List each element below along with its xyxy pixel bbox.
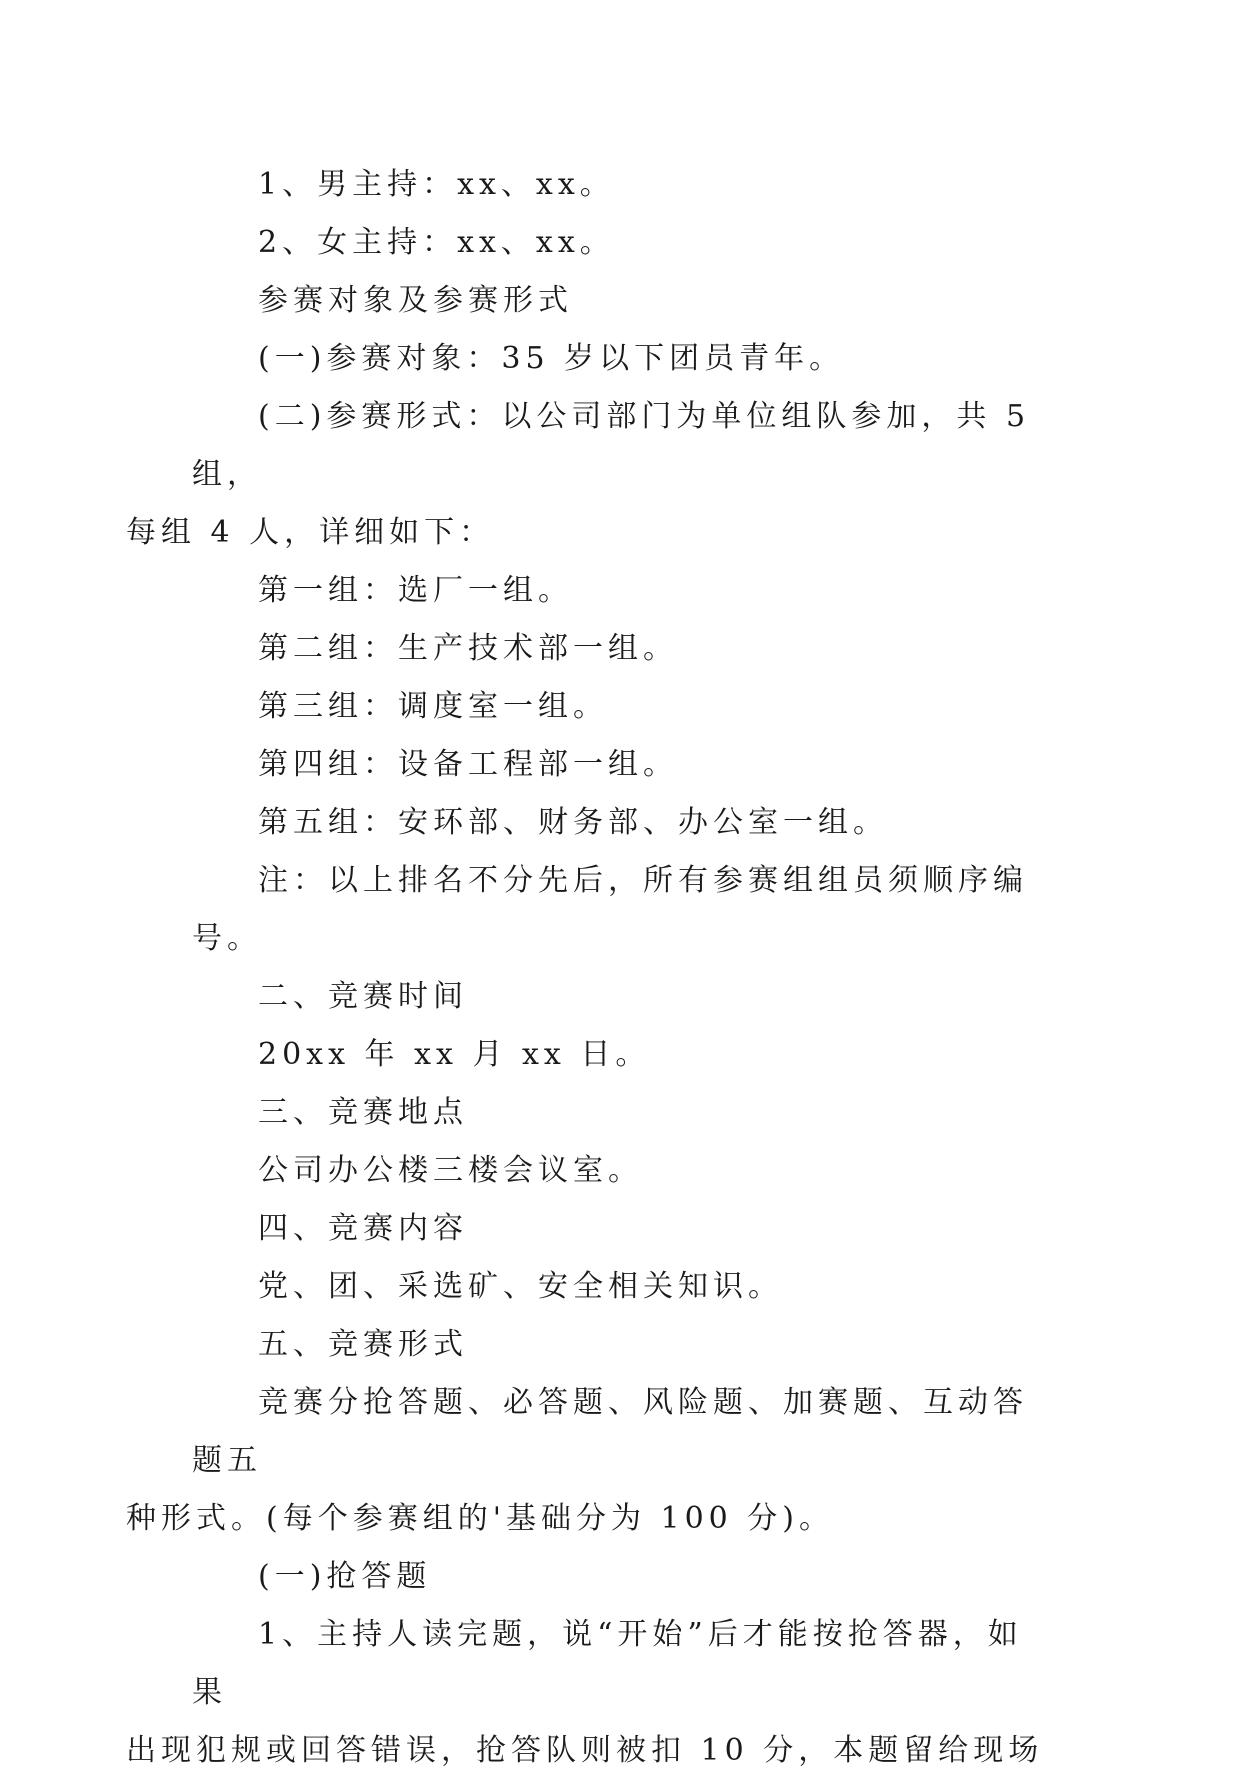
paragraph <box>192 214 1052 272</box>
paragraph <box>192 1142 1052 1200</box>
note <box>192 852 1052 968</box>
text-line: 每组 4 人，详细如下： <box>126 515 495 550</box>
text-line: (一)参赛对象：35 岁以下团员青年。 <box>258 341 845 376</box>
group-item <box>192 736 1052 794</box>
text-line: 第一组：选厂一组。 <box>258 573 573 608</box>
text-line: 党、团、采选矿、安全相关知识。 <box>258 1269 783 1304</box>
text-line: 五、竞赛形式 <box>258 1327 468 1362</box>
text-line: 1、主持人读完题，说“开始”后才能按抢答器，如果 <box>192 1617 1023 1710</box>
text-line: 种形式。(每个参赛组的'基础分为 100 分)。 <box>126 1501 834 1536</box>
text-line: 1、男主持：xx、xx。 <box>258 167 615 202</box>
subsection-heading <box>192 1548 1052 1606</box>
text-line: (一)抢答题 <box>258 1559 432 1594</box>
text-line: (二)参赛形式：以公司部门为单位组队参加，共 5 组， <box>192 399 1031 492</box>
text-line: 20xx 年 xx 月 xx 日。 <box>258 1037 651 1072</box>
text-line: 第三组：调度室一组。 <box>258 689 608 724</box>
section-heading <box>192 968 1052 1026</box>
section-heading <box>192 1084 1052 1142</box>
text-line: 出现犯规或回答错误，抢答队则被扣 10 分，本题留给现场 <box>126 1733 1044 1768</box>
text-line: 2、女主持：xx、xx。 <box>258 225 615 260</box>
text-line: 第五组：安环部、财务部、办公室一组。 <box>258 805 888 840</box>
paragraph <box>126 388 1052 562</box>
paragraph <box>192 330 1052 388</box>
paragraph <box>192 156 1052 214</box>
section-heading <box>192 272 1052 330</box>
document-body <box>126 156 1052 1780</box>
text-line: 公司办公楼三楼会议室。 <box>258 1153 643 1188</box>
paragraph <box>126 1374 1052 1548</box>
text-line: 三、竞赛地点 <box>258 1095 468 1130</box>
paragraph <box>192 1258 1052 1316</box>
group-item <box>192 620 1052 678</box>
text-line: 参赛对象及参赛形式 <box>258 283 573 318</box>
group-item <box>192 678 1052 736</box>
group-item <box>192 562 1052 620</box>
section-heading <box>192 1316 1052 1374</box>
text-line: 第四组：设备工程部一组。 <box>258 747 678 782</box>
section-heading <box>192 1200 1052 1258</box>
text-line: 竞赛分抢答题、必答题、风险题、加赛题、互动答题五 <box>192 1385 1028 1478</box>
text-line: 第二组：生产技术部一组。 <box>258 631 678 666</box>
paragraph <box>192 1026 1052 1084</box>
text-line: 注：以上排名不分先后，所有参赛组组员须顺序编号。 <box>192 863 1028 956</box>
text-line: 二、竞赛时间 <box>258 979 468 1014</box>
text-line: 四、竞赛内容 <box>258 1211 468 1246</box>
group-item <box>192 794 1052 852</box>
